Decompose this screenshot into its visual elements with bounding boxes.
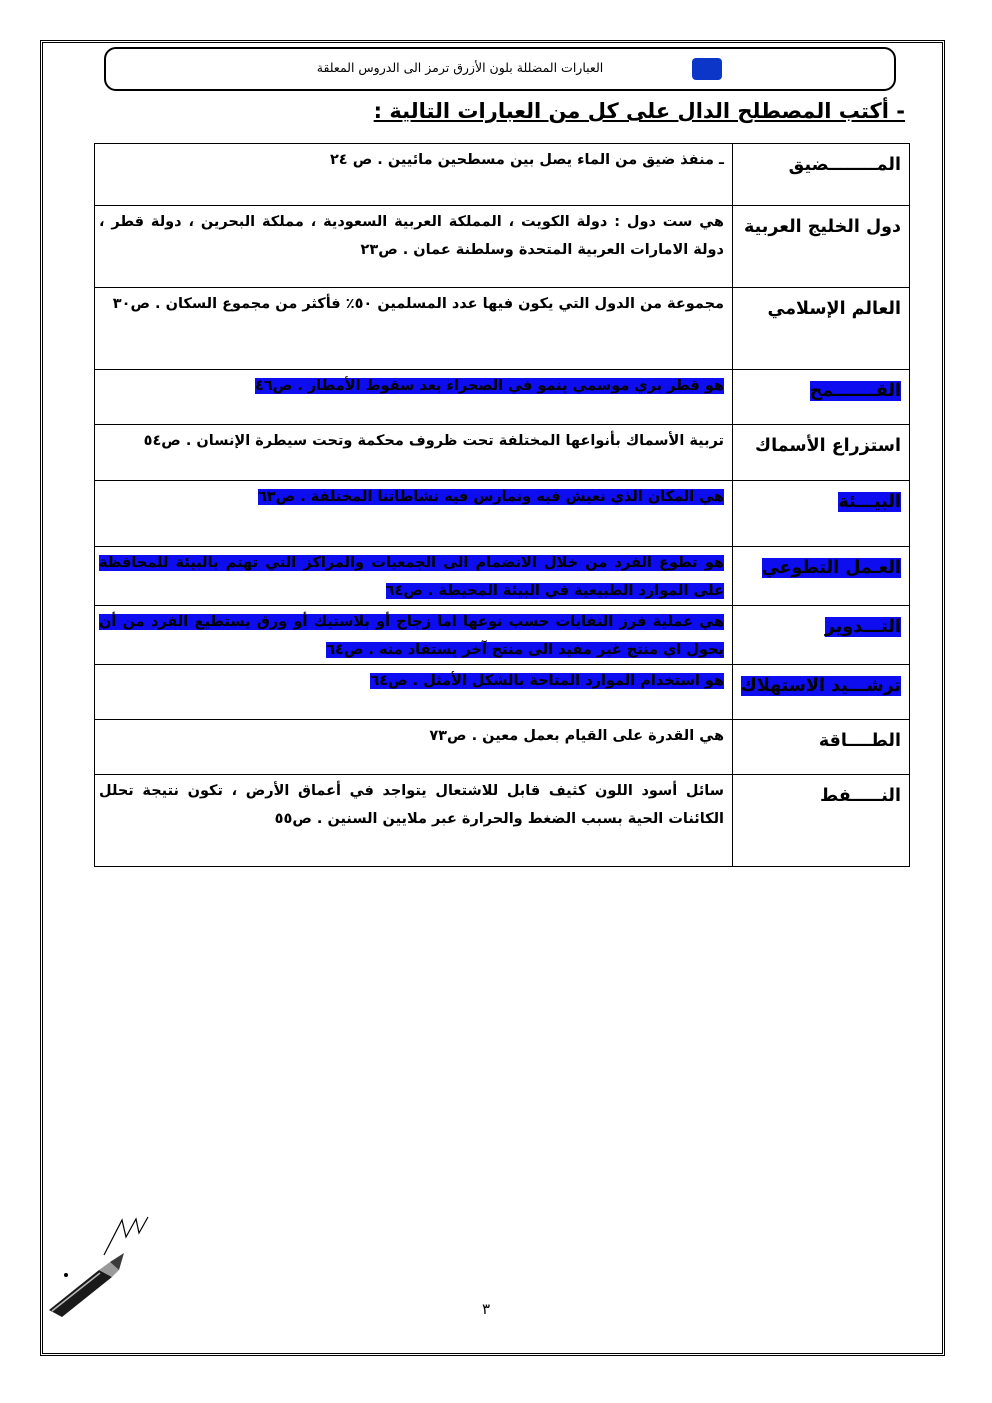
term-text: ترشـــيد الاستهلاك	[740, 676, 901, 696]
term-text: البيـــئة	[838, 492, 901, 512]
legend-text: العبارات المضللة بلون الأزرق ترمز الى الدروس المعلقة	[316, 60, 604, 75]
table-row	[95, 425, 910, 481]
term-cell	[733, 606, 910, 665]
table-row	[95, 775, 910, 867]
definition-cell	[95, 370, 733, 425]
table-row	[95, 665, 910, 720]
term-cell	[733, 775, 910, 867]
definition-cell	[95, 206, 733, 288]
table-row	[95, 288, 910, 370]
definition-cell	[95, 547, 733, 606]
legend-color-swatch	[692, 58, 722, 80]
term-text: القـــــــمح	[809, 381, 901, 401]
term-cell	[733, 370, 910, 425]
table-row	[95, 481, 910, 547]
term-text: دول الخليج العربية	[744, 217, 901, 237]
term-cell	[733, 144, 910, 206]
term-cell	[733, 547, 910, 606]
fountain-pen-icon	[44, 1215, 164, 1320]
term-cell	[733, 720, 910, 775]
definition-text: هي عملية فرز النفايات حسب نوعها اما زجاج أو بلاستيك أو ورق يستطيع الفرد من أن يحول اي منتج غير مفيد الى منتج آخر يستفاد منه . ص٦٤	[99, 614, 724, 658]
definition-text: هو قطر بري موسمي ينمو في الصحراء بعد سقوط الأمطار . ص٤٦	[255, 378, 724, 394]
definition-cell	[95, 775, 733, 867]
table-row	[95, 144, 910, 206]
term-text: النـــــفط	[820, 786, 901, 806]
table-row	[95, 370, 910, 425]
term-cell	[733, 206, 910, 288]
term-cell	[733, 481, 910, 547]
definition-text: هو تطوع الفرد من خلال الانضمام الى الجمعيات والمراكز التي تهتم بالبيئة للمحافظة على الموارد الطبيعية في البيئة المحيطة . ص٦٤	[99, 555, 724, 599]
table-row	[95, 547, 910, 606]
definition-text: هو استخدام الموارد المتاحة بالشكل الأمثل . ص٦٤	[370, 673, 724, 689]
term-text: المــــــــضيق	[788, 155, 901, 175]
page-number: ٣	[481, 1300, 491, 1318]
definition-text: مجموعة من الدول التي يكون فيها عدد المسلمين ٥٠٪ فأكثر من مجموع السكان . ص٣٠	[112, 296, 724, 312]
term-cell	[733, 288, 910, 370]
definition-text: ـ منفذ ضيق من الماء يصل بين مسطحين مائيين . ص ٢٤	[329, 152, 724, 168]
term-text: العـمل التطوعي	[761, 558, 901, 578]
definition-text: تربية الأسماك بأنواعها المختلفة تحت ظروف محكمة وتحت سيطرة الإنسان . ص٥٤	[143, 433, 724, 449]
term-cell	[733, 425, 910, 481]
term-cell	[733, 665, 910, 720]
definition-cell	[95, 288, 733, 370]
definition-cell	[95, 481, 733, 547]
definition-text: هي القدرة على القيام بعمل معين . ص٧٣	[429, 728, 724, 744]
table-row	[95, 206, 910, 288]
definition-cell	[95, 425, 733, 481]
table-row	[95, 720, 910, 775]
term-text: التـــدوير	[824, 617, 901, 637]
definition-cell	[95, 606, 733, 665]
term-text: العالم الإسلامي	[767, 299, 901, 319]
term-text: الطــــاقة	[818, 731, 901, 751]
terms-table	[94, 143, 910, 867]
definition-text: سائل أسود اللون كثيف قابل للاشتعال يتواجد في أعماق الأرض ، تكون نتيجة تحلل الكائنات الحية بسبب الضغط والحرارة عبر ملايين السنين . ص٥٥	[99, 783, 724, 827]
definition-cell	[95, 144, 733, 206]
definition-cell	[95, 665, 733, 720]
term-text: استزراع الأسماك	[755, 436, 901, 456]
definition-text: هي ست دول : دولة الكويت ، المملكة العربية السعودية ، مملكة البحرين ، دولة قطر ، دولة الامارات العربية المتحدة وسلطنة عمان . ص٢٣	[99, 214, 724, 258]
table-row	[95, 606, 910, 665]
page-title: - أكتب المصطلح الدال على كل من العبارات التالية :	[373, 99, 905, 123]
definition-text: هي المكان الذي نعيش فيه ونمارس فيه نشاطاتنا المختلفة . ص٦٣	[257, 489, 724, 505]
definition-cell	[95, 720, 733, 775]
